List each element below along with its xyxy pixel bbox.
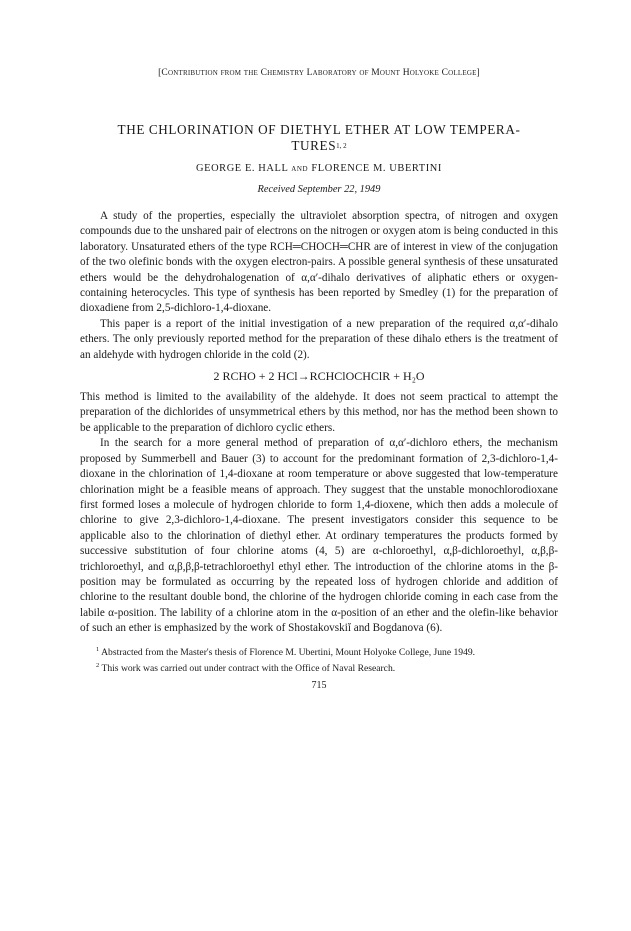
footnote-2-text: This work was carried out under contract with the Office of Naval Research. bbox=[101, 662, 396, 674]
authors bbox=[80, 163, 558, 174]
footnote-1-text: Abstracted from the Master's thesis of Florence M. Ubertini, Mount Holyoke College, June 1949. bbox=[101, 646, 476, 658]
author-2: FLORENCE M. UBERTINI bbox=[311, 163, 442, 174]
journal-page bbox=[80, 68, 558, 691]
paragraph-4: In the search for a more general method of preparation of α,α′-dichloro ethers, the mechanism proposed by Summerbell and Bauer (3) to account for the predominant formation of 2,3-dichloro-1,4-dioxane in the chlorination of 1,4-dioxane at room temperature or above suggested that low-temperature chlorination might be a feasible means of approach. They suggest that the unstable monochlorodioxane first formed loses a molecule of hydrogen chloride to form 1,4-dioxene, which then adds a molecule of chlorine to give 2,3-dichloro-1,4-dioxane. The present investigators consider this sequence to be applicable also to the chlorination of diethyl ether. At ordinary temperatures the products formed by successive substitution of four chlorine atoms (4, 5) are α-chloroethyl, α,β-dichloroethyl, α,β,β-trichloroethyl, and α,β,β,β-tetrachloroethyl ethyl ether. The introduction of the chlorine atoms in the β-position may be formulated as occurring by the repeated loss of hydrogen chloride and addition of chlorine to the resultant double bond, the chlorine of the hydrogen chloride coming in each case from the labile α-position. The lability of a chlorine atom in the α-position of an ether and the olefin-like behavior of such an ether is emphasized by the work of Shostakovskiĭ and Bogdanova (6). bbox=[80, 437, 558, 635]
footnote-2-mark: 2 bbox=[96, 661, 100, 669]
article-title bbox=[80, 122, 558, 154]
footnotes bbox=[80, 643, 558, 675]
paragraph-2: This paper is a report of the initial investigation of a new preparation of the required α,α′-dihalo ethers. The only previously reported method for the preparation of these dihalo ethers is the treatment of an aldehyde with hydrogen chloride in the cold (2). bbox=[80, 317, 558, 361]
author-1: GEORGE E. HALL bbox=[196, 163, 289, 174]
footnote-1 bbox=[80, 643, 558, 659]
article-body bbox=[80, 209, 558, 637]
footnote-2 bbox=[80, 659, 558, 675]
title-footnote-marks: 1, 2 bbox=[336, 142, 347, 150]
paragraph-3: This method is limited to the availability of the aldehyde. It does not seem practical to attempt the preparation of the dichlorides of unsymmetrical ethers by this method, nor has the method been shown to be applicable to the preparation of dichloro cyclic ethers. bbox=[80, 391, 558, 434]
contribution-header: [Contribution from the Chemistry Laboratory of Mount Holyoke College] bbox=[158, 68, 480, 78]
authors-and: and bbox=[291, 163, 309, 174]
title-line-2: TURES bbox=[291, 138, 337, 153]
paragraph-1: A study of the properties, especially the ultraviolet absorption spectra, of nitrogen and oxygen compounds due to the unshared pair of electrons on the nitrogen or oxygen atom is being conducted in this laboratory. Unsaturated ethers of the type RCH═CHOCH═CHR are of interest in view of the conjugation of the two olefinic bonds with the oxygen electron-pairs. A possible general synthesis of these unsaturated ethers would be the dehydrohalogenation of α,α′-dihalo derivatives of aliphatic ethers or oxygen-containing heterocycles. This type of synthesis has been reported by Smedley (1) for the preparation of dioxadiene from 2,5-dichloro-1,4-dioxane. bbox=[80, 210, 558, 315]
received-date: Received September 22, 1949 bbox=[257, 184, 381, 195]
footnote-1-mark: 1 bbox=[96, 645, 100, 653]
reaction-equation: 2 RCHO + 2 HCl→RCHClOCHClR + H₂O bbox=[213, 369, 425, 384]
title-line-1: THE CHLORINATION OF DIETHYL ETHER AT LOW TEMPERA- bbox=[117, 122, 521, 137]
page-number: 715 bbox=[311, 679, 327, 691]
